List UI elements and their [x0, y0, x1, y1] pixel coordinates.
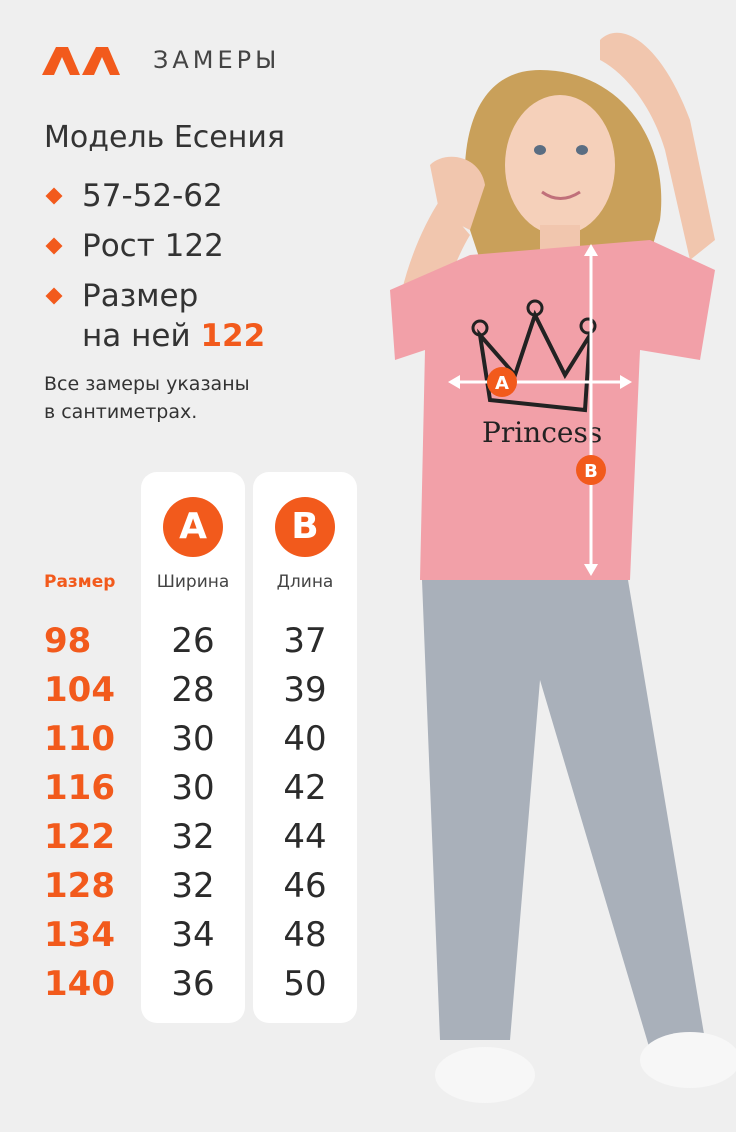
param-measures-text: 57-52-62	[82, 178, 223, 214]
row-width: 28	[171, 670, 215, 710]
units-note	[44, 370, 250, 426]
row-size: 110	[44, 719, 115, 759]
column-length-label: Длина	[276, 572, 334, 592]
units-note-line1: Все замеры указаны	[44, 373, 250, 395]
row-length: 44	[283, 817, 327, 857]
sneaker-left	[435, 1047, 535, 1103]
row-length: 40	[283, 719, 327, 759]
sneaker-right	[640, 1032, 736, 1088]
model-photo	[300, 0, 736, 1132]
model-name: Модель Есения	[44, 120, 285, 155]
diamond-bullet-icon	[46, 188, 63, 205]
t-shirt	[390, 240, 715, 580]
param-size-label2: на ней	[82, 318, 191, 354]
badge-a: A	[163, 497, 223, 557]
row-width: 34	[171, 915, 215, 955]
row-width: 30	[171, 768, 215, 808]
row-length: 48	[283, 915, 327, 955]
param-height-text: Рост 122	[82, 228, 224, 264]
row-size: 116	[44, 768, 115, 808]
row-length: 50	[283, 964, 327, 1004]
param-measures	[44, 176, 265, 216]
marker-b: B	[584, 461, 598, 482]
princess-print: Princess	[482, 416, 603, 449]
column-width-label: Ширина	[156, 572, 230, 592]
row-size: 122	[44, 817, 115, 857]
row-length: 39	[283, 670, 327, 710]
column-size-label: Размер	[44, 572, 116, 592]
param-size-value: 122	[200, 318, 266, 354]
brand-logo	[42, 47, 120, 75]
row-width: 36	[171, 964, 215, 1004]
row-length: 42	[283, 768, 327, 808]
row-size: 140	[44, 964, 115, 1004]
diamond-bullet-icon	[46, 238, 63, 255]
row-length: 46	[283, 866, 327, 906]
param-size	[44, 276, 265, 356]
row-width: 26	[171, 621, 215, 661]
units-note-line2: в сантиметрах.	[44, 401, 198, 423]
row-width: 30	[171, 719, 215, 759]
model-params	[44, 176, 265, 366]
row-width: 32	[171, 866, 215, 906]
row-size: 134	[44, 915, 115, 955]
marker-a: A	[495, 373, 509, 394]
row-size: 98	[44, 621, 92, 661]
face	[505, 95, 615, 235]
row-size: 128	[44, 866, 115, 906]
diamond-bullet-icon	[46, 288, 63, 305]
row-width: 32	[171, 817, 215, 857]
param-height	[44, 226, 265, 266]
row-length: 37	[283, 621, 327, 661]
brand-title: ЗАМЕРЫ	[153, 46, 281, 74]
param-size-label: Размер	[82, 278, 199, 314]
row-size: 104	[44, 670, 115, 710]
jeans	[422, 580, 705, 1050]
badge-b: B	[275, 497, 335, 557]
